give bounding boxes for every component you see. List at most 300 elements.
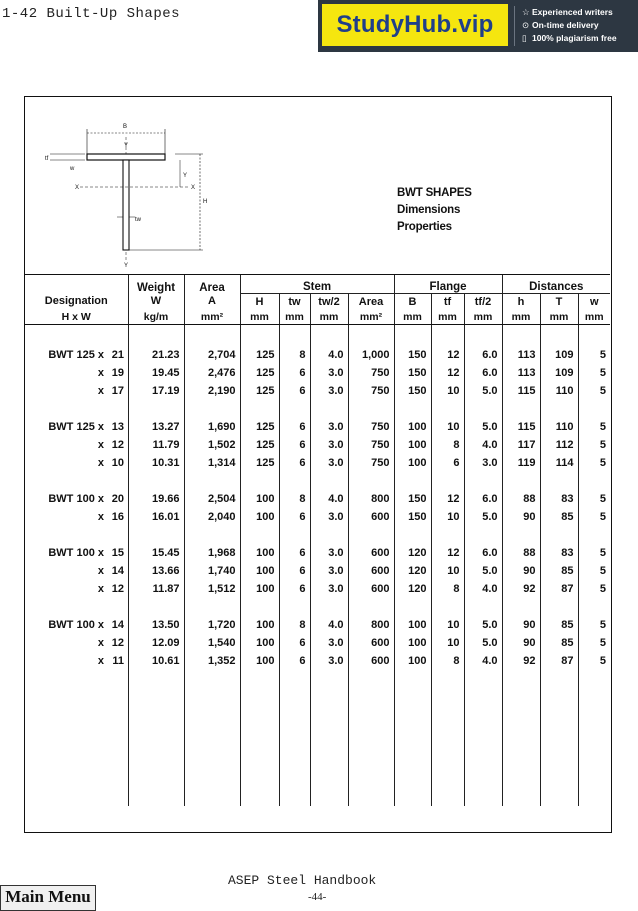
spacer-cell xyxy=(431,472,464,490)
spacer-cell xyxy=(431,598,464,616)
cell-area: 2,040 xyxy=(184,508,240,526)
group-header-distances: Distances xyxy=(502,275,610,294)
cell-tf: 8 xyxy=(431,580,464,598)
spacer-cell xyxy=(279,325,310,347)
spacer-row xyxy=(25,400,610,418)
cell-tw-half: 3.0 xyxy=(310,562,348,580)
cell-tw: 6 xyxy=(279,562,310,580)
cell-stem-area: 800 xyxy=(348,616,394,634)
cell-stem-area: 600 xyxy=(348,508,394,526)
cell-tf: 6 xyxy=(431,454,464,472)
cell-H: 100 xyxy=(240,580,279,598)
cell-h: 119 xyxy=(502,454,540,472)
cell-H: 125 xyxy=(240,436,279,454)
spacer-cell xyxy=(25,598,128,616)
clock-icon: ⊙ xyxy=(522,20,530,30)
cell-designation xyxy=(25,418,128,436)
cell-h: 88 xyxy=(502,490,540,508)
cell-tw: 6 xyxy=(279,382,310,400)
spacer-cell xyxy=(279,526,310,544)
cell-tf: 12 xyxy=(431,544,464,562)
diagram-title-line: BWT SHAPES xyxy=(397,187,472,199)
cell-tf: 10 xyxy=(431,616,464,634)
table-row xyxy=(25,562,610,580)
cell-area: 2,504 xyxy=(184,490,240,508)
cell-tf: 8 xyxy=(431,652,464,670)
cell-tw-half: 4.0 xyxy=(310,490,348,508)
col-header-area: Area xyxy=(184,275,240,294)
cell-B: 150 xyxy=(394,364,431,382)
col-unit: mm xyxy=(394,309,431,325)
spacer-cell xyxy=(184,598,240,616)
cell-weight: 10.31 xyxy=(128,454,184,472)
cell-T: 114 xyxy=(540,454,578,472)
star-icon: ☆ xyxy=(522,7,530,17)
spacer-cell xyxy=(431,400,464,418)
designation-weight: 12 xyxy=(111,583,124,595)
cell-stem-area: 750 xyxy=(348,364,394,382)
cell-T: 83 xyxy=(540,490,578,508)
cell-B: 100 xyxy=(394,634,431,652)
cell-T: 109 xyxy=(540,346,578,364)
designation-weight: 21 xyxy=(111,349,124,361)
cell-tf-half: 4.0 xyxy=(464,436,502,454)
spacer-cell xyxy=(431,325,464,347)
cell-tw: 6 xyxy=(279,454,310,472)
spacer-cell xyxy=(25,472,128,490)
cell-H: 125 xyxy=(240,454,279,472)
spacer-cell xyxy=(348,325,394,347)
cell-area: 1,314 xyxy=(184,454,240,472)
cell-tw: 6 xyxy=(279,634,310,652)
dim-y-label: Y xyxy=(183,173,188,179)
cell-h: 92 xyxy=(502,580,540,598)
col-header-B: B xyxy=(394,294,431,310)
cell-designation xyxy=(25,346,128,364)
col-unit: mm xyxy=(540,309,578,325)
cell-tw-half: 4.0 xyxy=(310,616,348,634)
ad-feature xyxy=(522,19,617,32)
cell-stem-area: 800 xyxy=(348,490,394,508)
cell-area: 1,512 xyxy=(184,580,240,598)
table-row xyxy=(25,652,610,670)
designation-weight: 14 xyxy=(111,619,124,631)
spacer-cell xyxy=(502,400,540,418)
col-unit: mm xyxy=(464,309,502,325)
spacer-cell xyxy=(348,472,394,490)
spacer-cell xyxy=(394,325,431,347)
spacer-cell xyxy=(310,400,348,418)
cell-h: 90 xyxy=(502,616,540,634)
col-header-stem-area: Area xyxy=(348,294,394,310)
table-row xyxy=(25,346,610,364)
cell-w: 5 xyxy=(578,616,610,634)
cell-B: 100 xyxy=(394,454,431,472)
cell-w: 5 xyxy=(578,418,610,436)
cell-w: 5 xyxy=(578,490,610,508)
cell-designation xyxy=(25,580,128,598)
table-row xyxy=(25,580,610,598)
diagram-title xyxy=(397,185,472,236)
spacer-cell xyxy=(540,472,578,490)
ad-feature xyxy=(522,32,617,45)
cell-T: 85 xyxy=(540,616,578,634)
group-header-flange: Flange xyxy=(394,275,502,294)
cell-stem-area: 600 xyxy=(348,544,394,562)
cell-weight: 19.66 xyxy=(128,490,184,508)
cell-w: 5 xyxy=(578,346,610,364)
ad-logo[interactable]: StudyHub.vip xyxy=(322,4,508,46)
diagram-title-line: Properties xyxy=(397,221,452,233)
cell-tf-half: 6.0 xyxy=(464,490,502,508)
cell-tw: 6 xyxy=(279,364,310,382)
spacer-cell xyxy=(240,598,279,616)
spacer-cell xyxy=(25,526,128,544)
cell-tw-half: 3.0 xyxy=(310,652,348,670)
main-menu-button[interactable]: Main Menu xyxy=(0,885,96,911)
cell-designation xyxy=(25,436,128,454)
spacer-cell xyxy=(431,526,464,544)
col-header-w: w xyxy=(578,294,610,310)
table-row xyxy=(25,490,610,508)
designation-prefix: BWT 100 x xyxy=(48,619,104,631)
dim-B-label: B xyxy=(123,124,128,130)
designation-prefix: x xyxy=(97,655,104,667)
cell-area: 2,476 xyxy=(184,364,240,382)
col-header-tf: tf xyxy=(431,294,464,310)
cell-tw: 6 xyxy=(279,544,310,562)
cell-H: 125 xyxy=(240,346,279,364)
spacer-cell xyxy=(348,670,394,806)
cell-tf: 10 xyxy=(431,562,464,580)
col-header-designation: Designation xyxy=(44,295,108,308)
spacer-cell xyxy=(464,526,502,544)
spacer-cell xyxy=(464,472,502,490)
cell-area: 1,540 xyxy=(184,634,240,652)
table-row xyxy=(25,436,610,454)
designation-weight: 12 xyxy=(111,439,124,451)
cell-stem-area: 1,000 xyxy=(348,346,394,364)
cell-stem-area: 750 xyxy=(348,454,394,472)
col-unit: mm xyxy=(578,309,610,325)
designation-prefix: x xyxy=(97,565,104,577)
cell-weight: 19.45 xyxy=(128,364,184,382)
cell-T: 85 xyxy=(540,634,578,652)
cell-tf-half: 6.0 xyxy=(464,544,502,562)
spacer-cell xyxy=(540,325,578,347)
cell-tw: 6 xyxy=(279,652,310,670)
cell-B: 150 xyxy=(394,490,431,508)
designation-weight: 17 xyxy=(111,385,124,397)
designation-prefix: BWT 100 x xyxy=(48,493,104,505)
cell-B: 120 xyxy=(394,580,431,598)
cell-weight: 17.19 xyxy=(128,382,184,400)
spacer-cell xyxy=(502,325,540,347)
cell-designation xyxy=(25,364,128,382)
cell-w: 5 xyxy=(578,364,610,382)
col-header-H: H xyxy=(240,294,279,310)
cell-weight: 11.87 xyxy=(128,580,184,598)
diagram-title-line: Dimensions xyxy=(397,204,461,216)
designation-prefix: x xyxy=(97,385,104,397)
cell-B: 150 xyxy=(394,382,431,400)
spacer-cell xyxy=(25,400,128,418)
cell-H: 100 xyxy=(240,562,279,580)
col-header-designation-blank xyxy=(25,275,128,294)
spacer-cell xyxy=(578,526,610,544)
designation-weight: 11 xyxy=(112,655,124,667)
spacer-cell xyxy=(25,325,128,347)
spacer-cell xyxy=(348,400,394,418)
designation-weight: 14 xyxy=(111,565,124,577)
cell-designation xyxy=(25,652,128,670)
spacer-cell xyxy=(279,400,310,418)
axis-x-right-label: X xyxy=(191,185,196,191)
cell-tf-half: 6.0 xyxy=(464,346,502,364)
spacer-cell xyxy=(128,325,184,347)
col-header-tw2: tw/2 xyxy=(310,294,348,310)
col-unit: mm xyxy=(431,309,464,325)
spacer-cell xyxy=(464,670,502,806)
cell-weight: 10.61 xyxy=(128,652,184,670)
footer-title: ASEP Steel Handbook xyxy=(228,873,377,888)
cell-tf: 12 xyxy=(431,490,464,508)
spacer-cell xyxy=(578,325,610,347)
cell-h: 115 xyxy=(502,418,540,436)
cell-tw: 6 xyxy=(279,418,310,436)
spacer-cell xyxy=(184,400,240,418)
cell-H: 100 xyxy=(240,634,279,652)
cell-H: 100 xyxy=(240,652,279,670)
cell-weight: 12.09 xyxy=(128,634,184,652)
cell-stem-area: 750 xyxy=(348,418,394,436)
cell-tw: 6 xyxy=(279,436,310,454)
cell-stem-area: 600 xyxy=(348,634,394,652)
cell-tf-half: 5.0 xyxy=(464,634,502,652)
cell-stem-area: 600 xyxy=(348,580,394,598)
cell-B: 120 xyxy=(394,544,431,562)
spacer-row xyxy=(25,526,610,544)
designation-weight: 20 xyxy=(111,493,124,505)
col-header-tw: tw xyxy=(279,294,310,310)
cell-T: 87 xyxy=(540,580,578,598)
spacer-cell xyxy=(540,526,578,544)
col-unit: mm xyxy=(240,309,279,325)
designation-prefix: BWT 125 x xyxy=(48,421,104,433)
cell-T: 85 xyxy=(540,562,578,580)
cell-designation xyxy=(25,508,128,526)
spacer-cell xyxy=(540,400,578,418)
cell-H: 100 xyxy=(240,544,279,562)
cell-designation xyxy=(25,562,128,580)
cell-stem-area: 600 xyxy=(348,562,394,580)
ad-banner[interactable] xyxy=(318,0,638,52)
cell-tf-half: 6.0 xyxy=(464,364,502,382)
cell-h: 117 xyxy=(502,436,540,454)
cell-tw: 6 xyxy=(279,580,310,598)
dim-w-label: w xyxy=(70,166,75,172)
spacer-cell xyxy=(464,598,502,616)
cell-H: 125 xyxy=(240,364,279,382)
cell-designation xyxy=(25,490,128,508)
spacer-cell xyxy=(184,472,240,490)
cell-w: 5 xyxy=(578,562,610,580)
cell-B: 150 xyxy=(394,346,431,364)
spacer-cell xyxy=(240,526,279,544)
table-row xyxy=(25,544,610,562)
spacer-cell xyxy=(128,472,184,490)
page-number: -44- xyxy=(308,891,327,903)
col-header-T: T xyxy=(540,294,578,310)
table-row xyxy=(25,616,610,634)
designation-weight: 19 xyxy=(111,367,124,379)
cell-tw: 6 xyxy=(279,508,310,526)
cell-T: 110 xyxy=(540,418,578,436)
cell-H: 100 xyxy=(240,616,279,634)
cell-area: 2,190 xyxy=(184,382,240,400)
designation-weight: 15 xyxy=(111,547,124,559)
spacer-cell xyxy=(310,526,348,544)
cell-w: 5 xyxy=(578,544,610,562)
ad-feature-text: On-time delivery xyxy=(532,20,599,30)
cell-tw-half: 3.0 xyxy=(310,436,348,454)
cell-designation xyxy=(25,616,128,634)
ad-feature-text: Experienced writers xyxy=(532,7,613,17)
cell-w: 5 xyxy=(578,580,610,598)
ad-feature xyxy=(522,6,617,19)
ad-feature-text: 100% plagiarism free xyxy=(532,33,617,43)
spacer-cell xyxy=(310,472,348,490)
designation-prefix: BWT 100 x xyxy=(48,547,104,559)
col-header-weight-symbol: W xyxy=(128,294,184,310)
cell-tw-half: 3.0 xyxy=(310,634,348,652)
cell-w: 5 xyxy=(578,652,610,670)
spacer-cell xyxy=(578,400,610,418)
cell-tw-half: 3.0 xyxy=(310,382,348,400)
col-unit: mm xyxy=(279,309,310,325)
cell-weight: 16.01 xyxy=(128,508,184,526)
cell-tw: 8 xyxy=(279,490,310,508)
cell-tf-half: 5.0 xyxy=(464,616,502,634)
cell-h: 90 xyxy=(502,508,540,526)
cell-designation xyxy=(25,544,128,562)
cell-tf: 12 xyxy=(431,346,464,364)
axis-y-bottom-label: Y xyxy=(124,263,129,269)
designation-prefix: x xyxy=(97,583,104,595)
col-unit: mm xyxy=(502,309,540,325)
table-body xyxy=(25,325,610,807)
designation-prefix: x xyxy=(97,439,104,451)
spacer-cell xyxy=(502,598,540,616)
cell-area: 1,968 xyxy=(184,544,240,562)
spacer-cell xyxy=(578,598,610,616)
spacer-cell xyxy=(128,526,184,544)
cell-B: 100 xyxy=(394,616,431,634)
cell-B: 150 xyxy=(394,508,431,526)
cell-weight: 21.23 xyxy=(128,346,184,364)
cell-tf-half: 5.0 xyxy=(464,382,502,400)
page-header: 1-42 Built-Up Shapes xyxy=(2,6,181,22)
spacer-cell xyxy=(578,472,610,490)
spacer-cell xyxy=(464,400,502,418)
designation-weight: 12 xyxy=(111,637,124,649)
cell-H: 100 xyxy=(240,508,279,526)
cell-T: 112 xyxy=(540,436,578,454)
spacer-cell xyxy=(578,670,610,806)
spacer-cell xyxy=(240,400,279,418)
cell-weight: 11.79 xyxy=(128,436,184,454)
cell-designation xyxy=(25,634,128,652)
cell-h: 90 xyxy=(502,634,540,652)
table-row xyxy=(25,454,610,472)
cell-weight: 15.45 xyxy=(128,544,184,562)
cell-tf-half: 5.0 xyxy=(464,508,502,526)
spacer-cell xyxy=(25,670,128,806)
cell-T: 85 xyxy=(540,508,578,526)
cell-w: 5 xyxy=(578,436,610,454)
cell-tf: 8 xyxy=(431,436,464,454)
spacer-cell xyxy=(502,670,540,806)
dim-tw-label: tw xyxy=(135,217,141,223)
spacer-cell xyxy=(128,670,184,806)
spacer-cell xyxy=(128,598,184,616)
spacer-cell xyxy=(394,598,431,616)
cell-tf: 10 xyxy=(431,634,464,652)
cell-designation xyxy=(25,382,128,400)
spacer-cell xyxy=(502,472,540,490)
spacer-cell xyxy=(184,526,240,544)
cell-area: 2,704 xyxy=(184,346,240,364)
spacer-cell xyxy=(394,670,431,806)
spacer-cell xyxy=(184,670,240,806)
cell-tw: 8 xyxy=(279,346,310,364)
table-row xyxy=(25,382,610,400)
designation-weight: 16 xyxy=(111,511,124,523)
spacer-cell xyxy=(540,670,578,806)
diagram-area xyxy=(25,97,610,275)
designation-prefix: x xyxy=(97,511,104,523)
cell-T: 87 xyxy=(540,652,578,670)
spacer-cell xyxy=(240,472,279,490)
cell-tw-half: 3.0 xyxy=(310,508,348,526)
col-header-h: h xyxy=(502,294,540,310)
spacer-cell xyxy=(464,325,502,347)
col-header-area-symbol: A xyxy=(184,294,240,310)
col-header-weight: Weight xyxy=(128,275,184,294)
cell-w: 5 xyxy=(578,454,610,472)
spacer-cell xyxy=(240,670,279,806)
cell-tf-half: 5.0 xyxy=(464,562,502,580)
tee-section-diagram xyxy=(25,97,225,274)
table-frame xyxy=(24,96,612,833)
col-header-designation-sub: H x W xyxy=(25,309,128,325)
spacer-row xyxy=(25,670,610,806)
col-unit: mm² xyxy=(348,309,394,325)
cell-stem-area: 750 xyxy=(348,436,394,454)
properties-table xyxy=(25,275,610,806)
cell-H: 125 xyxy=(240,382,279,400)
ad-features xyxy=(522,6,617,45)
cell-tw-half: 3.0 xyxy=(310,418,348,436)
cell-h: 92 xyxy=(502,652,540,670)
cell-stem-area: 750 xyxy=(348,382,394,400)
spacer-cell xyxy=(431,670,464,806)
spacer-cell xyxy=(128,400,184,418)
axis-y-top-label: Y xyxy=(124,143,129,149)
cell-tw-half: 3.0 xyxy=(310,454,348,472)
designation-weight: 13 xyxy=(111,421,124,433)
spacer-cell xyxy=(394,526,431,544)
